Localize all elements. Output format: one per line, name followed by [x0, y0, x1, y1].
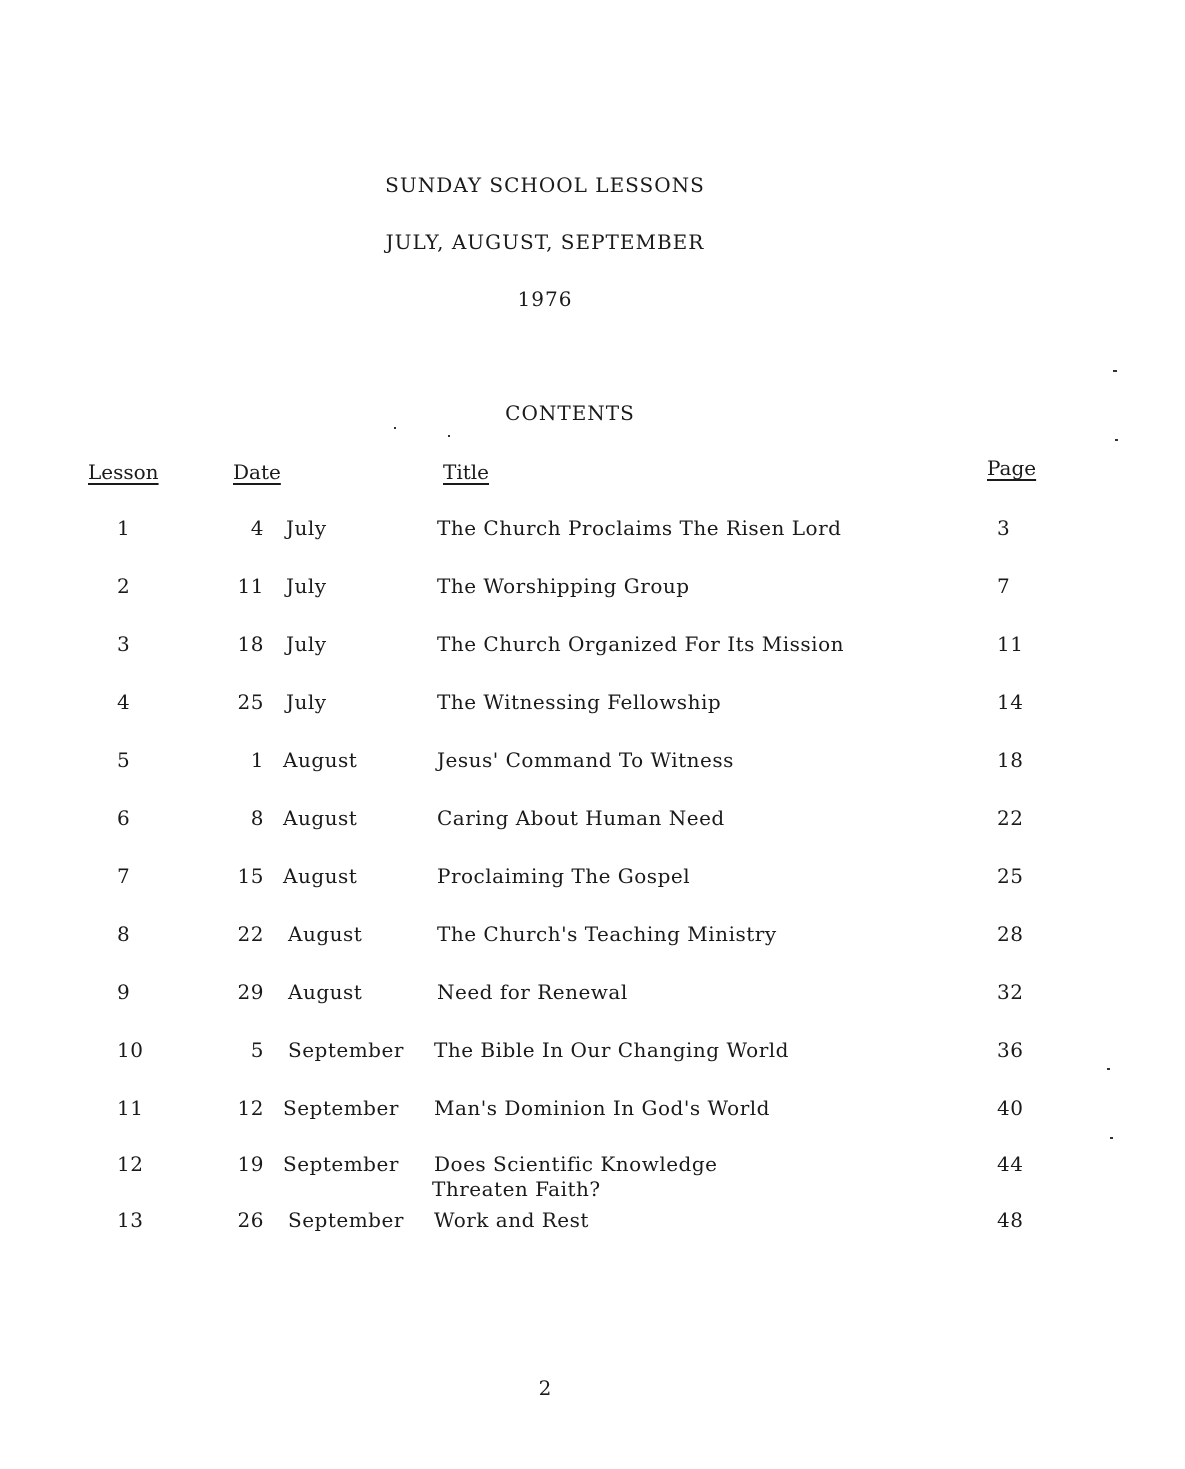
lesson-month: July [286, 574, 327, 598]
lesson-page: 36 [997, 1038, 1024, 1062]
lesson-number: 13 [117, 1208, 144, 1232]
lesson-day: 1 [250, 748, 264, 772]
lesson-page: 44 [997, 1152, 1024, 1176]
lesson-title: The Church Proclaims The Risen Lord [437, 516, 842, 540]
column-header-date: Date [233, 460, 281, 484]
scan-speck [1115, 439, 1118, 441]
lesson-page: 28 [997, 922, 1024, 946]
lesson-day: 29 [237, 980, 264, 1004]
lesson-month: August [283, 806, 358, 830]
column-header-title: Title [443, 460, 490, 484]
lesson-number: 3 [117, 632, 131, 656]
lesson-month: August [288, 922, 363, 946]
lesson-day: 5 [250, 1038, 264, 1062]
scan-speck [1107, 1068, 1110, 1070]
lesson-number: 8 [117, 922, 131, 946]
lesson-title: The Witnessing Fellowship [437, 690, 722, 714]
lesson-page: 11 [997, 632, 1024, 656]
lesson-title: Jesus' Command To Witness [437, 748, 734, 772]
document-year: 1976 [517, 287, 573, 311]
lesson-title: The Church Organized For Its Mission [437, 632, 844, 656]
lesson-title: Need for Renewal [437, 980, 628, 1004]
lesson-title: Does Scientific Knowledge [434, 1152, 718, 1176]
lesson-month: September [288, 1208, 404, 1232]
lesson-month: August [283, 748, 358, 772]
lesson-number: 4 [117, 690, 131, 714]
lesson-page: 32 [997, 980, 1024, 1004]
lesson-title: The Church's Teaching Ministry [437, 922, 777, 946]
lesson-day: 22 [237, 922, 264, 946]
lesson-page: 22 [997, 806, 1024, 830]
lesson-page: 3 [997, 516, 1011, 540]
column-header-page: Page [987, 456, 1037, 480]
lesson-month: July [286, 632, 327, 656]
lesson-day: 11 [237, 574, 264, 598]
lesson-day: 15 [237, 864, 264, 888]
lesson-page: 25 [997, 864, 1024, 888]
lesson-day: 8 [250, 806, 264, 830]
lesson-month: September [283, 1152, 399, 1176]
lesson-number: 2 [117, 574, 131, 598]
lesson-day: 4 [250, 516, 264, 540]
lesson-page: 18 [997, 748, 1024, 772]
lesson-day: 18 [237, 632, 264, 656]
lesson-page: 14 [997, 690, 1024, 714]
scan-speck [394, 427, 396, 429]
lesson-number: 6 [117, 806, 131, 830]
lesson-number: 12 [117, 1152, 144, 1176]
lesson-page: 7 [997, 574, 1011, 598]
document-subtitle-months: JULY, AUGUST, SEPTEMBER [385, 230, 705, 254]
lesson-number: 10 [117, 1038, 144, 1062]
lesson-month: September [283, 1096, 399, 1120]
lesson-title: The Bible In Our Changing World [434, 1038, 789, 1062]
lesson-month: August [283, 864, 358, 888]
lesson-month: July [286, 516, 327, 540]
lesson-day: 25 [237, 690, 264, 714]
lesson-number: 11 [117, 1096, 144, 1120]
lesson-day: 12 [237, 1096, 264, 1120]
lesson-month: July [286, 690, 327, 714]
lesson-day: 19 [237, 1152, 264, 1176]
scan-speck [1110, 1137, 1113, 1139]
lesson-title: The Worshipping Group [437, 574, 690, 598]
lesson-day: 26 [237, 1208, 264, 1232]
lesson-title: Work and Rest [434, 1208, 589, 1232]
page-number: 2 [538, 1376, 552, 1400]
lesson-page: 40 [997, 1096, 1024, 1120]
lesson-title-continued: Threaten Faith? [432, 1177, 601, 1201]
lesson-number: 9 [117, 980, 131, 1004]
lesson-title: Caring About Human Need [437, 806, 725, 830]
scan-speck [1113, 370, 1117, 372]
lesson-number: 7 [117, 864, 131, 888]
lesson-title: Man's Dominion In God's World [434, 1096, 770, 1120]
lesson-month: September [288, 1038, 404, 1062]
lesson-number: 1 [117, 516, 131, 540]
document-title: SUNDAY SCHOOL LESSONS [385, 173, 705, 197]
lesson-title: Proclaiming The Gospel [437, 864, 691, 888]
lesson-month: August [288, 980, 363, 1004]
column-header-lesson: Lesson [88, 460, 159, 484]
lesson-page: 48 [997, 1208, 1024, 1232]
contents-heading: CONTENTS [505, 401, 635, 425]
scan-speck [448, 435, 450, 437]
lesson-number: 5 [117, 748, 131, 772]
